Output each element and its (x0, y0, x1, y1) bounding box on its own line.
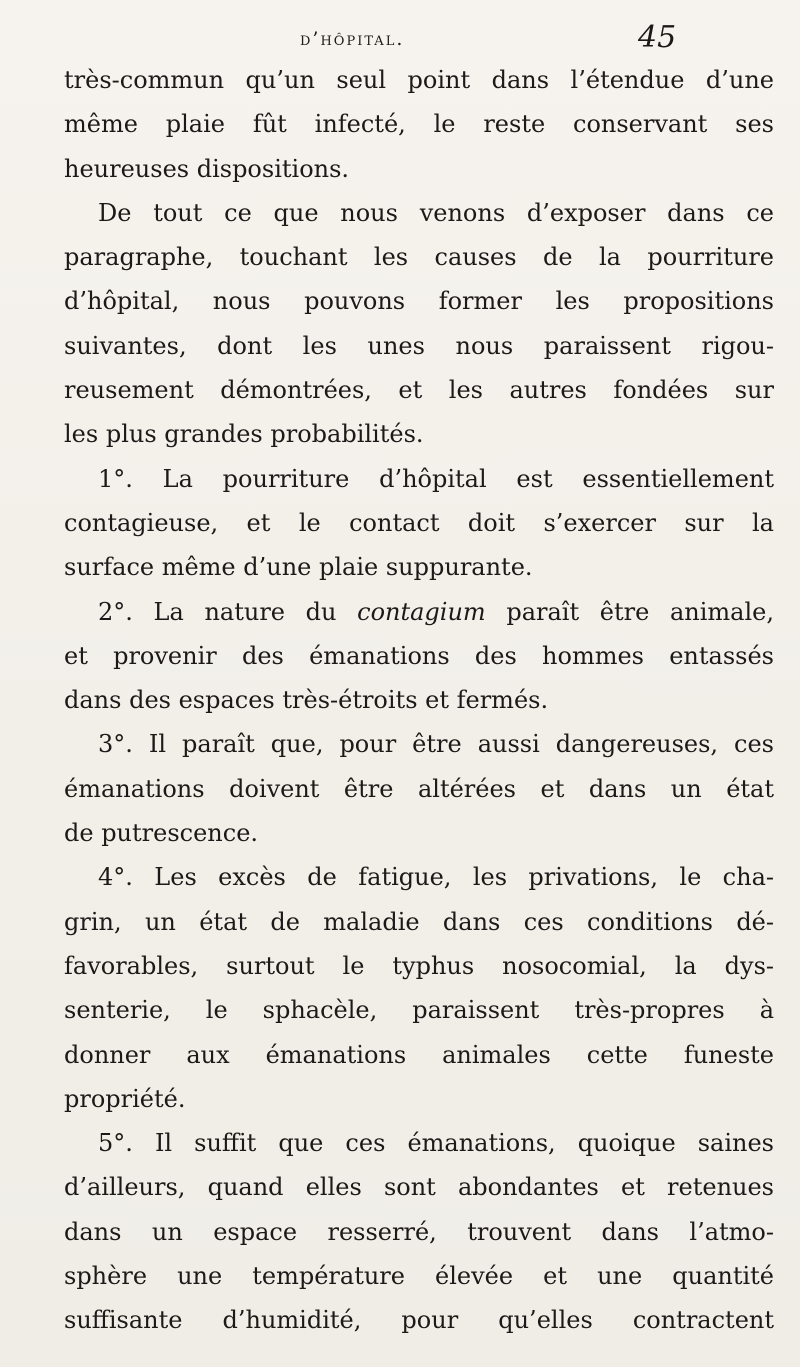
text-line-with-italic (64, 590, 774, 634)
text-line: suffisante d’humidité, pour qu’elles contractent (64, 1306, 774, 1335)
text-line: De tout ce que nous venons d’exposer dans ce (98, 198, 774, 227)
text-line: et provenir des émanations des hommes entassés (64, 641, 774, 670)
text-line: même plaie fût infecté, le reste conservant ses (64, 110, 774, 139)
text-line: 4°. Les excès de fatigue, les privations, le cha- (98, 863, 774, 892)
text-line: heureuses dispositions. (64, 154, 350, 183)
running-head (0, 20, 800, 60)
text-line: donner aux émanations animales cette funeste (64, 1040, 774, 1069)
text-line: 3°. Il paraît que, pour être aussi dangereuses, ces (98, 730, 774, 759)
line-segment: paraît être animale, (506, 597, 774, 626)
text-line: très-commun qu’un seul point dans l’étendue d’une (64, 66, 774, 94)
text-line: propriété. (64, 1084, 186, 1113)
text-line: grin, un état de maladie dans ces conditions dé- (64, 907, 774, 936)
text-line: contagieuse, et le contact doit s’exercer sur la (64, 508, 774, 537)
text-line: d’hôpital, nous pouvons former les propositions (64, 287, 774, 316)
text-line: 1°. La pourriture d’hôpital est essentiellement (98, 464, 774, 493)
italic-term: contagium (357, 597, 486, 626)
text-line: suivantes, dont les unes nous paraissent rigou- (64, 331, 774, 360)
text-line: d’ailleurs, quand elles sont abondantes et retenues (64, 1173, 774, 1202)
text-line: senterie, le sphacèle, paraissent très-propres à (64, 996, 774, 1025)
text-line: émanations doivent être altérées et dans un état (64, 774, 774, 803)
running-title: d’hôpital. (300, 28, 405, 50)
page-number: 45 (638, 20, 677, 55)
text-line: sphère une température élevée et une quantité (64, 1262, 774, 1291)
line-segment: 2°. La nature du (98, 597, 337, 626)
text-line: de putrescence. (64, 819, 259, 848)
text-line: dans des espaces très-étroits et fermés. (64, 686, 549, 715)
text-line: 5°. Il suffit que ces émanations, quoique saines (98, 1129, 774, 1158)
text-line: reusement démontrées, et les autres fondées sur (64, 376, 774, 405)
text-line: surface même d’une plaie suppurante. (64, 553, 533, 582)
text-line: favorables, surtout le typhus nosocomial, la dys- (64, 951, 774, 980)
text-line: dans un espace resserré, trouvent dans l’atmo- (64, 1217, 774, 1246)
text-line: les plus grandes probabilités. (64, 420, 424, 449)
body-text (64, 58, 774, 1343)
text-line: paragraphe, touchant les causes de la pourriture (64, 243, 774, 272)
